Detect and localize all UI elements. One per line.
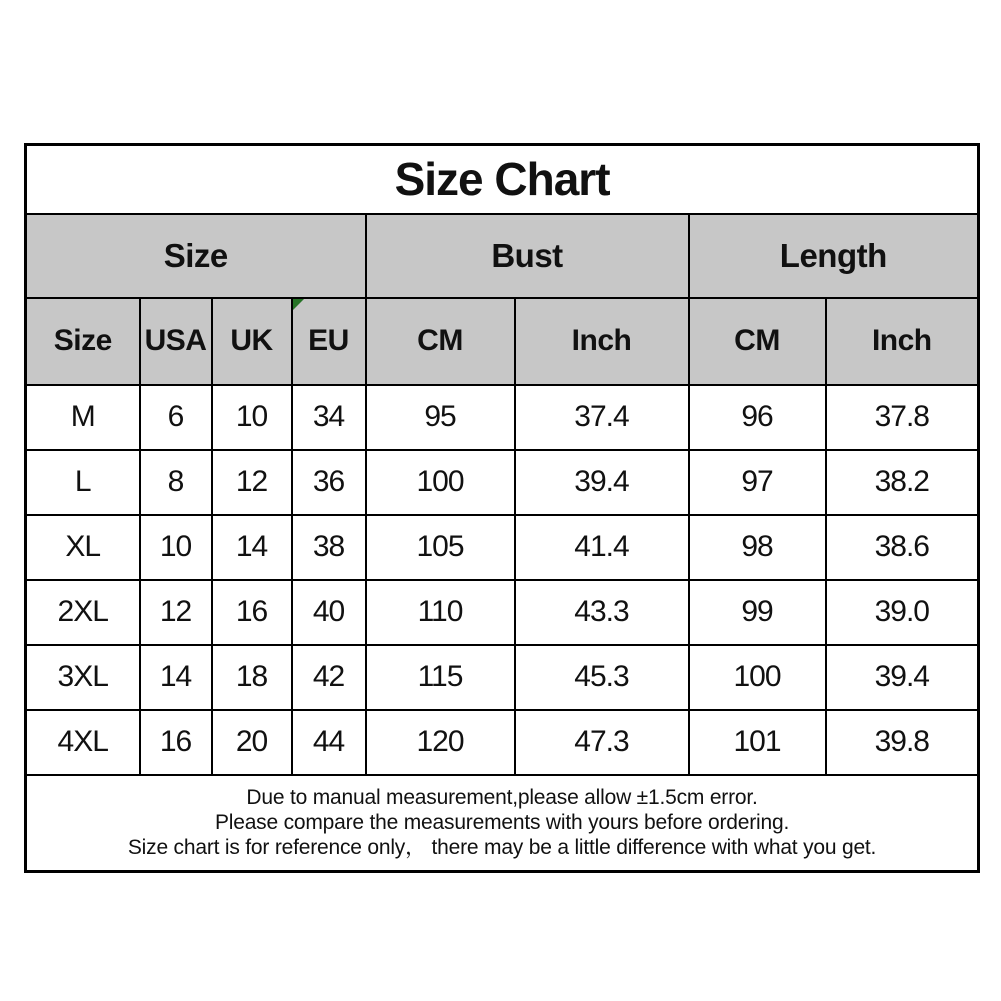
table-cell: 45.3 — [515, 645, 689, 710]
table-cell: 8 — [140, 450, 212, 515]
table-cell: 16 — [212, 580, 292, 645]
column-header-uk: UK — [212, 298, 292, 385]
table-cell: 37.8 — [826, 385, 979, 450]
table-cell: 110 — [366, 580, 515, 645]
table-cell: 2XL — [26, 580, 140, 645]
table-cell: 3XL — [26, 645, 140, 710]
table-row — [26, 450, 979, 515]
group-header-bust: Bust — [366, 214, 689, 298]
title-row — [26, 145, 979, 214]
table-cell: 36 — [292, 450, 366, 515]
table-row — [26, 710, 979, 775]
column-header-eu — [292, 298, 366, 385]
table-cell: 14 — [140, 645, 212, 710]
table-cell: 38.2 — [826, 450, 979, 515]
table-cell: 97 — [689, 450, 826, 515]
table-cell: 14 — [212, 515, 292, 580]
table-row — [26, 645, 979, 710]
size-chart-title: Size Chart — [26, 145, 979, 214]
table-cell: 38.6 — [826, 515, 979, 580]
table-cell: L — [26, 450, 140, 515]
table-cell: 115 — [366, 645, 515, 710]
table-cell: 100 — [689, 645, 826, 710]
table-cell: 10 — [212, 385, 292, 450]
table-cell: 47.3 — [515, 710, 689, 775]
column-header-row — [26, 298, 979, 385]
note-line: Size chart is for reference only， there may be a little difference with what you get. — [127, 836, 877, 860]
column-header-length-inch: Inch — [826, 298, 979, 385]
notes-section — [26, 775, 979, 872]
group-header-row — [26, 214, 979, 298]
cell-corner-marker-icon — [293, 299, 304, 310]
table-row — [26, 515, 979, 580]
table-cell: 10 — [140, 515, 212, 580]
table-cell: 95 — [366, 385, 515, 450]
table-cell: 37.4 — [515, 385, 689, 450]
table-cell: 34 — [292, 385, 366, 450]
column-header-usa: USA — [140, 298, 212, 385]
column-header-size: Size — [26, 298, 140, 385]
table-cell: 20 — [212, 710, 292, 775]
table-cell: 16 — [140, 710, 212, 775]
table-cell: 12 — [212, 450, 292, 515]
table-cell: XL — [26, 515, 140, 580]
table-cell: 105 — [366, 515, 515, 580]
table-cell: 120 — [366, 710, 515, 775]
table-cell: 39.8 — [826, 710, 979, 775]
table-cell: 96 — [689, 385, 826, 450]
table-cell: 99 — [689, 580, 826, 645]
table-cell: 100 — [366, 450, 515, 515]
table-row — [26, 580, 979, 645]
size-chart-table — [24, 143, 980, 873]
table-cell: 44 — [292, 710, 366, 775]
table-cell: 39.4 — [826, 645, 979, 710]
group-header-size: Size — [26, 214, 366, 298]
table-cell: 39.0 — [826, 580, 979, 645]
table-cell: 18 — [212, 645, 292, 710]
note-line: Due to manual measurement,please allow ±1.5cm error. — [246, 786, 758, 810]
group-header-length: Length — [689, 214, 979, 298]
table-cell: 42 — [292, 645, 366, 710]
column-header-bust-cm: CM — [366, 298, 515, 385]
table-cell: 40 — [292, 580, 366, 645]
table-cell: 12 — [140, 580, 212, 645]
note-line: Please compare the measurements with yours before ordering. — [214, 811, 790, 835]
table-cell: 41.4 — [515, 515, 689, 580]
column-header-eu-label: EU — [308, 324, 349, 357]
column-header-length-cm: CM — [689, 298, 826, 385]
table-cell: 38 — [292, 515, 366, 580]
table-cell: M — [26, 385, 140, 450]
table-cell: 6 — [140, 385, 212, 450]
table-cell: 101 — [689, 710, 826, 775]
table-row — [26, 385, 979, 450]
table-cell: 4XL — [26, 710, 140, 775]
table-cell: 98 — [689, 515, 826, 580]
column-header-bust-inch: Inch — [515, 298, 689, 385]
notes-row — [26, 775, 979, 872]
table-cell: 43.3 — [515, 580, 689, 645]
table-cell: 39.4 — [515, 450, 689, 515]
